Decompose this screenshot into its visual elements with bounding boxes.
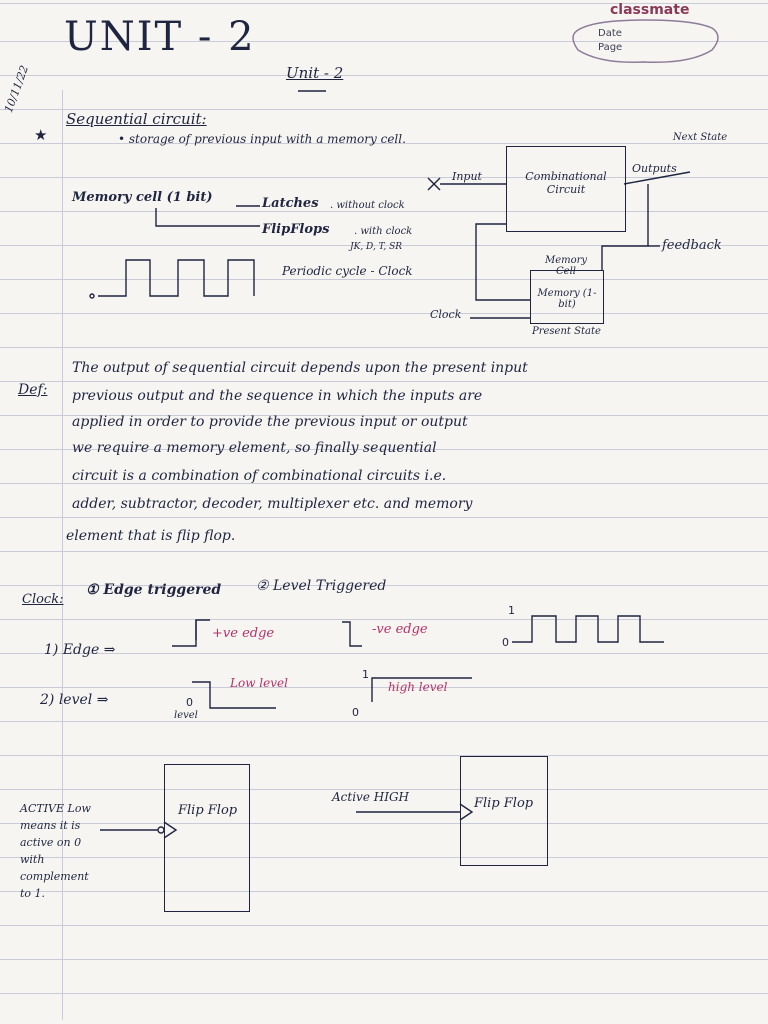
date-label: Date <box>598 28 622 39</box>
outputs-label: Outputs <box>632 162 677 175</box>
definition-line: applied in order to provide the previous input or output <box>72 414 468 430</box>
periodic-clock-label: Periodic cycle - Clock <box>282 264 413 278</box>
high-zero-marker: 0 <box>352 706 359 719</box>
section-heading: Sequential circuit: <box>66 110 207 128</box>
level-label: 2) level ⇒ <box>40 692 109 708</box>
memory-cell-label: Memory Cell <box>544 255 588 277</box>
level-triggered-label: ② Level Triggered <box>256 578 387 594</box>
input-label: Input <box>452 170 482 183</box>
edge-one-marker: 1 <box>508 604 515 617</box>
high-level-label: high level <box>388 680 448 694</box>
flip-flop-box-left <box>164 764 250 912</box>
flipflops-types: JK, D, T, SR <box>350 242 403 252</box>
flip-flop-left-label: Flip Flop <box>178 803 238 818</box>
memory-cell-heading: Memory cell (1 bit) <box>72 190 213 205</box>
edge-label: 1) Edge ⇒ <box>44 642 116 658</box>
definition-line: we require a memory element, so finally sequential <box>72 440 437 456</box>
brand-name: classmate <box>610 2 690 18</box>
margin-date: 10/11/22 <box>2 63 32 115</box>
clock-label: Clock <box>430 308 462 321</box>
edge-triggered-label: ① Edge triggered <box>86 582 222 598</box>
definition-line: circuit is a combination of combinational circuits i.e. <box>72 468 447 484</box>
low-level-label: Low level <box>230 676 288 690</box>
clock-heading: Clock: <box>22 592 64 607</box>
flipflops-label: FlipFlops <box>262 222 330 237</box>
active-high-label: Active HIGH <box>332 790 409 804</box>
memory-1bit-label: Memory (1-bit) <box>537 288 597 310</box>
high-one-marker: 1 <box>362 668 369 681</box>
latches-note: . without clock <box>330 200 405 211</box>
level-word: level <box>174 710 198 721</box>
page-title: UNIT - 2 <box>64 14 256 60</box>
edge-zero-marker: 0 <box>502 636 509 649</box>
definition-line: previous output and the sequence in which the inputs are <box>72 388 483 404</box>
low-zero-marker: 0 <box>186 696 193 709</box>
negative-edge-label: -ve edge <box>372 622 428 637</box>
definition-line: element that is flip flop. <box>66 528 236 544</box>
bullet-text: • storage of previous input with a memory cell. <box>118 132 406 146</box>
active-low-note: ACTIVE Low means it is active on 0 with complement to 1. <box>20 802 91 900</box>
combinational-circuit-label: Combinational Circuit <box>525 170 607 196</box>
present-state-label: Present State <box>532 326 601 337</box>
latches-label: Latches <box>262 196 319 211</box>
subtitle: Unit - 2 <box>286 64 344 82</box>
star-marker: ★ <box>34 126 48 144</box>
definition-line: The output of sequential circuit depends upon the present input <box>72 360 528 376</box>
positive-edge-label: +ve edge <box>212 626 275 641</box>
definition-label: Def: <box>18 382 48 398</box>
page-label: Page <box>598 42 623 53</box>
flipflops-note: . with clock <box>354 226 413 237</box>
feedback-label: feedback <box>662 238 722 253</box>
flip-flop-right-label: Flip Flop <box>474 796 534 811</box>
next-state-label: Next State <box>672 132 728 143</box>
brand-stamp <box>560 2 728 64</box>
definition-line: adder, subtractor, decoder, multiplexer etc. and memory <box>72 496 473 512</box>
